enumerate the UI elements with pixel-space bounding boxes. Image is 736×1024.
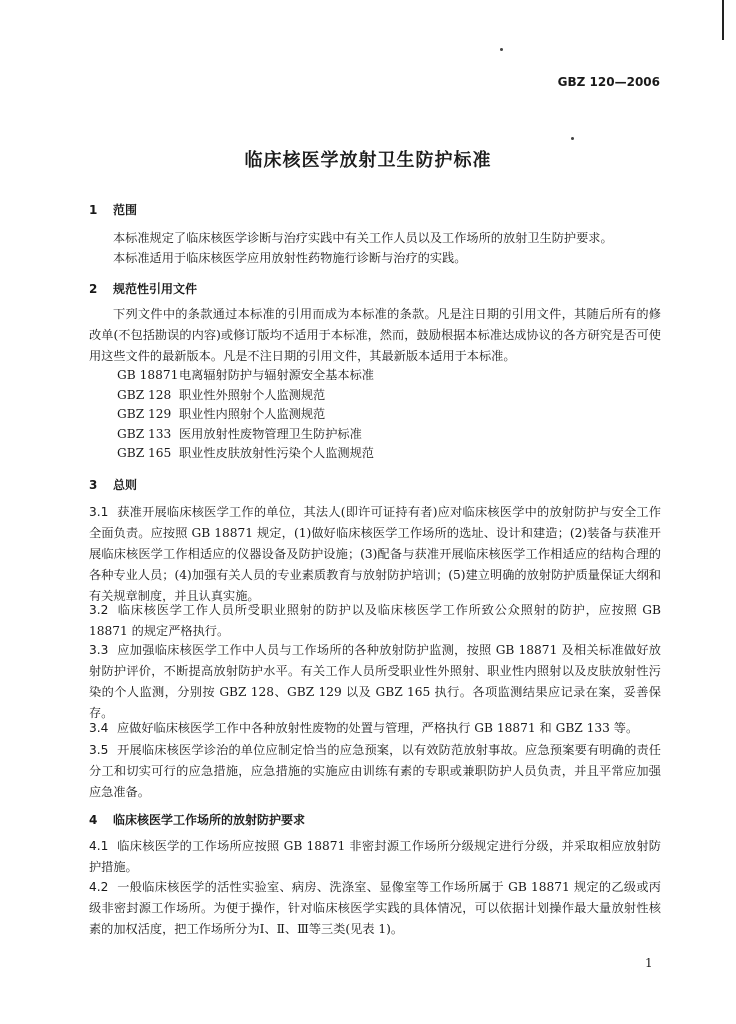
references-intro: 下列文件中的条款通过本标准的引用而成为本标准的条款。凡是注日期的引用文件，其随后所有的修改单(不包括勘误的内容)或修订版均不适用于本标准，然而，鼓励根据本标准达成协议的各方研究是否可使用这些文件的最新版本。凡是不注日期的引用文件，其最新版本适用于本标准。 (89, 307, 661, 363)
reference-item: GBZ 129 职业性内照射个人监测规范 (117, 407, 326, 421)
section-title: 规范性引用文件 (113, 282, 198, 296)
section-number: 2 (89, 282, 98, 296)
reference-item: GBZ 128 职业性外照射个人监测规范 (117, 387, 326, 402)
page-title: 临床核医学放射卫生防护标准 (244, 150, 492, 171)
section-heading-4 (89, 811, 305, 828)
scan-speck (500, 48, 503, 51)
clause-3-4: 3.4 应做好临床核医学工作中各种放射性废物的处置与管理，严格执行 GB 18871 和 GBZ 133 等。 (89, 721, 639, 735)
clause-3-1: 3.1 获准开展临床核医学工作的单位，其法人(即许可证持有者)应对临床核医学中的放射防护与安全工作全面负责。应按照 GB 18871 规定，(1)做好临床核医学工作场所的选址、设计和建造；(2)装备与获准开展临床核医学工作相适应的仪器设备及防护设施；(3)配备与获准开展临床核医学工作相适应的结构合理的各种专业人员；(4)加强有关人员的专业素质教育与放射防护培训；(5)建立明确的放射防护质量保证大纲和有关规章制度，并且认真实施。 (89, 505, 661, 603)
section-title: 临床核医学工作场所的放射防护要求 (113, 813, 306, 827)
clause-4-1: 4.1 临床核医学的工作场所应按照 GB 18871 非密封源工作场所分级规定进行分级，并采取相应放射防护措施。 (89, 839, 661, 874)
section-number: 1 (89, 203, 98, 217)
reference-item: GB 18871电离辐射防护与辐射源安全基本标准 (117, 368, 374, 382)
reference-item: GBZ 133 医用放射性废物管理卫生防护标准 (117, 426, 362, 441)
clause-3-3: 3.3 应加强临床核医学工作中人员与工作场所的各种放射防护监测，按照 GB 18871 及相关标准做好放射防护评价，不断提高放射防护水平。有关工作人员所受职业性外照射、职业性内照射以及皮肤放射性污染的个人监测，分别按 GBZ 128、GBZ 129 以及 GBZ 165 执行。各项监测结果应记录在案，妥善保存。 (89, 643, 661, 720)
scope-paragraph-2: 本标准适用于临床核医学应用放射性药物施行诊断与治疗的实践。 (113, 251, 467, 265)
clause-3-2: 3.2 临床核医学工作人员所受职业照射的防护以及临床核医学工作所致公众照射的防护，应按照 GB 18871 的规定严格执行。 (89, 603, 661, 638)
section-title: 总则 (113, 478, 138, 492)
page-edge-mark (722, 0, 724, 40)
scan-speck (571, 137, 574, 140)
clause-3-5: 3.5 开展临床核医学诊治的单位应制定恰当的应急预案，以有效防范放射事故。应急预案要有明确的责任分工和切实可行的应急措施，应急措施的实施应由训练有素的专职或兼职防护人员负责，并且平常应加强应急准备。 (89, 743, 661, 799)
section-number: 3 (89, 478, 98, 492)
reference-item: GBZ 165 职业性皮肤放射性污染个人监测规范 (117, 446, 374, 460)
page-number: 1 (645, 956, 653, 970)
section-heading-1 (89, 201, 137, 218)
section-title: 范围 (113, 203, 138, 217)
clause-4-2: 4.2 一般临床核医学的活性实验室、病房、洗涤室、显像室等工作场所属于 GB 18871 规定的乙级或丙级非密封源工作场所。为便于操作，针对临床核医学实践的具体情况，可以依据计划操作最大量放射性核素的加权活度，把工作场所分为Ⅰ、Ⅱ、Ⅲ等三类(见表 1)。 (89, 880, 661, 936)
reference-list (117, 366, 374, 464)
standard-code: GBZ 120—2006 (557, 75, 660, 89)
scope-paragraph-1: 本标准规定了临床核医学诊断与治疗实践中有关工作人员以及工作场所的放射卫生防护要求。 (113, 231, 613, 245)
section-heading-2 (89, 280, 197, 297)
section-heading-3 (89, 476, 137, 493)
section-number: 4 (89, 813, 98, 827)
